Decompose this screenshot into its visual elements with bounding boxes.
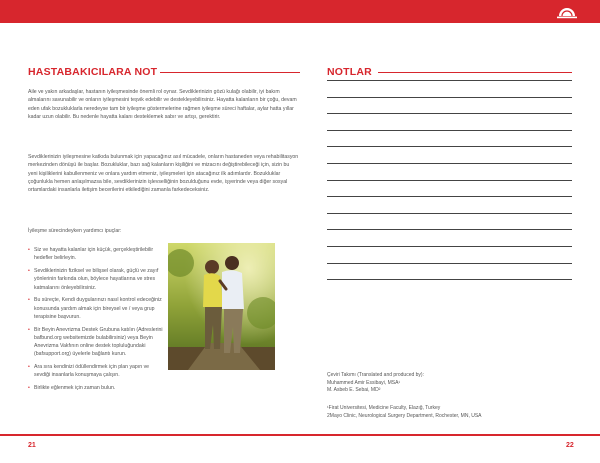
list-item: • Ara sıra kendinizi ödüllendirmek için plan yapın ve sevdiği insanlarla konuşmaya çalışın. [28,363,163,380]
list-item: • Bu süreçte, Kendi duygularınızı nasıl kontrol edeceğiniz konusunda yardım almak için bireysel ve / veya grup terapisine başvurun. [28,296,163,321]
paragraph-2: Sevdiklerinizin iyileşmesine katkıda bulunmak için yapacağınız asıl mücadele, onların hastaneden veya rehabilitasyon merkezinden dönüşü ile başlar. Bozukluklar, bazı sağ kalanların kişiliğini ve mizacını değiştirebileceği için, sizin bu yeni kişiliklerini kabullenmeniz ve onlara yardım etmeniz, iyileşmeleri için atacağınız ilk adımlardır. Bozukluklar çoğunlukla hemen anlaşılmazsa bile, sevdiklerinizin işlevselliğinin bozulduğunu evde, işyerinde veya diğer sosyal ortamlardaki insanlarla iletişim becerilerini etkilediğini zamanla farkedeceksiniz. [28,154,299,194]
credits-line: Muhammed Amir Essibayi, MSA¹ [327,379,401,386]
credits-line: Çeviri Takımı (Translated and produced by): [327,372,424,378]
credits [327,372,577,421]
note-line [327,163,572,164]
note-line [327,80,572,81]
bottom-rule [0,434,600,436]
couple-walking-photo [168,243,275,370]
list-item: • Birlikte eğlenmek için zaman bulun. [28,384,163,392]
top-banner [0,0,600,23]
credits-line: 2Mayo Clinic, Neurological Surgery Department, Rochester, MN, USA [327,412,482,419]
tips-intro: İyileşme sürecindeyken yardımcı ipuçlar: [28,228,122,234]
note-line [327,229,572,230]
list-item: • Siz ve hayatta kalanlar için küçük, gerçekleştirilebilir hedefler belirleyin. [28,246,163,263]
title-rule [160,72,300,73]
note-line [327,130,572,131]
notes-lines [327,80,572,296]
dome-logo-icon [556,5,578,19]
notes-title: NOTLAR [327,66,372,78]
caregiver-note-title: HASTABAKICILARA NOT [28,66,158,78]
note-line [327,213,572,214]
note-line [327,180,572,181]
page-number-left: 21 [28,442,36,449]
note-line [327,146,572,147]
note-line [327,196,572,197]
note-line [327,246,572,247]
paragraph-1: Aile ve yakın arkadaşlar, hastanın iyileşmesinde önemli rol oynar. Sevdiklerinizin gözü kulağı olabilir, iyi bakım almalarını savunabilir ve onların iyileşmesini teşvik edebilir ve destekleyebilirsiniz. Hayatta kalanların bir çoğu, devam eden ufak bozukluklarla neredeyse tam bir iyileşme göstermelerine rağmen iyileşme süreci haftalar, aylar hatta yıllar kadar uzun olabilir. Bu nedenle hayatta kalanı desteklemek sabır ve artışı, gerektirir. [28,89,297,120]
note-line [327,113,572,114]
note-line [327,263,572,264]
list-item: • Sevdiklerinizin fiziksel ve bilişsel olarak, güçlü ve zayıf yönlerinin farkında olun, böylece hayatlarına ve stres katmalarını önleyebilirsiniz. [28,267,163,292]
credits-line: M. Asbeb E. Sebai, MD² [327,387,381,394]
credits-line: ¹Firat Universitesi, Medicine Faculty, Elazığ, Turkey [327,405,441,412]
page-number-right: 22 [566,442,574,449]
note-line [327,97,572,98]
list-item: • Bir Beyin Anevrizma Destek Grubuna katılın (Adreslerini bafbund.org websitemizde bulabilirsiniz) veya Beyin Anevrizma Vakfının online destek topluluğundaki (bafsupport.org) üyelerle bağlantı kurun. [28,326,163,359]
tips-list [28,246,163,397]
title-rule [378,72,572,73]
note-line [327,279,572,280]
